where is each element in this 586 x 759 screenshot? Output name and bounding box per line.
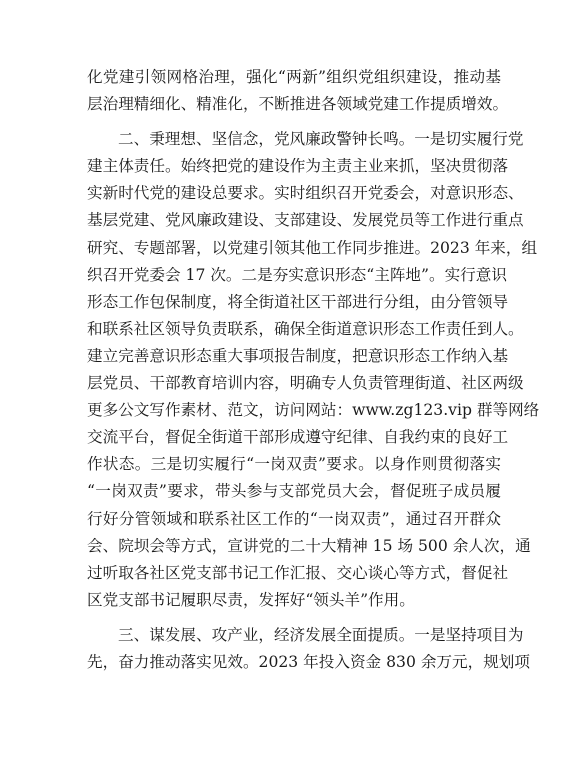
text-line: 织召开党委会 17 次。二是夯实意识形态“主阵地”。实行意识 bbox=[87, 265, 507, 284]
text-line: 交流平台，督促全街道干部形成遵守纪律、自我约束的良好工 bbox=[87, 428, 509, 447]
text-line: 基层党建、党风廉政建设、支部建设、发展党员等工作进行重点 bbox=[87, 211, 524, 230]
paragraph-3 bbox=[87, 622, 530, 676]
text-line-with-website: 更多公文写作素材、范文，访问网站：www.zg123.vip 群等网络 bbox=[87, 401, 540, 420]
text-line: 作状态。三是切实履行“一岗双责”要求。以身作则贯彻落实 bbox=[87, 455, 501, 474]
text-line: 层治理精细化、精准化，不断推进各领域党建工作提质增效。 bbox=[87, 95, 509, 114]
text-line: 化党建引领网格治理，强化“两新”组织党组织建设，推动基 bbox=[87, 68, 501, 86]
text-line: 建立完善意识形态重大事项报告制度，把意识形态工作纳入基 bbox=[87, 346, 509, 365]
text-line: 层党员、干部教育培训内容，明确专人负责管理街道、社区两级 bbox=[87, 374, 524, 393]
text-line: 研究、专题部署，以党建引领其他工作同步推进。2023 年来，组 bbox=[87, 238, 538, 257]
text-line: 实新时代党的建设总要求。实时组织召开党委会，对意识形态、 bbox=[87, 184, 524, 203]
text-line: 建主体责任。始终把党的建设作为主责主业来抓，坚决贯彻落 bbox=[87, 157, 509, 176]
paragraph-1 bbox=[87, 64, 509, 118]
text-line: 形态工作包保制度，将全街道社区干部进行分组，由分管领导 bbox=[87, 292, 509, 311]
text-line: 先，奋力推动落实见效。2023 年投入资金 830 余万元，规划项 bbox=[87, 652, 530, 671]
paragraph-heading-line: 二、秉理想、坚信念，党风廉政警钟长鸣。一是切实履行党 bbox=[118, 130, 524, 149]
text-line: 区党支部书记履职尽责，发挥好“领头羊”作用。 bbox=[87, 590, 415, 609]
text-line: 会、院坝会等方式，宣讲党的二十大精神 15 场 500 余人次，通 bbox=[87, 536, 531, 555]
text-line: “一岗双责”要求，带头参与支部党员大会，督促班子成员履 bbox=[87, 482, 501, 501]
text-line: 和联系社区领导负责联系，确保全街道意识形态工作责任到人。 bbox=[87, 319, 524, 338]
paragraph-heading-line: 三、谋发展、攻产业，经济发展全面提质。一是坚持项目为 bbox=[118, 625, 524, 644]
text-line: 过听取各社区党支部书记工作汇报、交心谈心等方式，督促社 bbox=[87, 563, 509, 582]
paragraph-2 bbox=[87, 126, 540, 614]
document-body bbox=[87, 64, 540, 676]
text-line: 行好分管领域和联系社区工作的“一岗双责”，通过召开群众 bbox=[87, 509, 501, 528]
